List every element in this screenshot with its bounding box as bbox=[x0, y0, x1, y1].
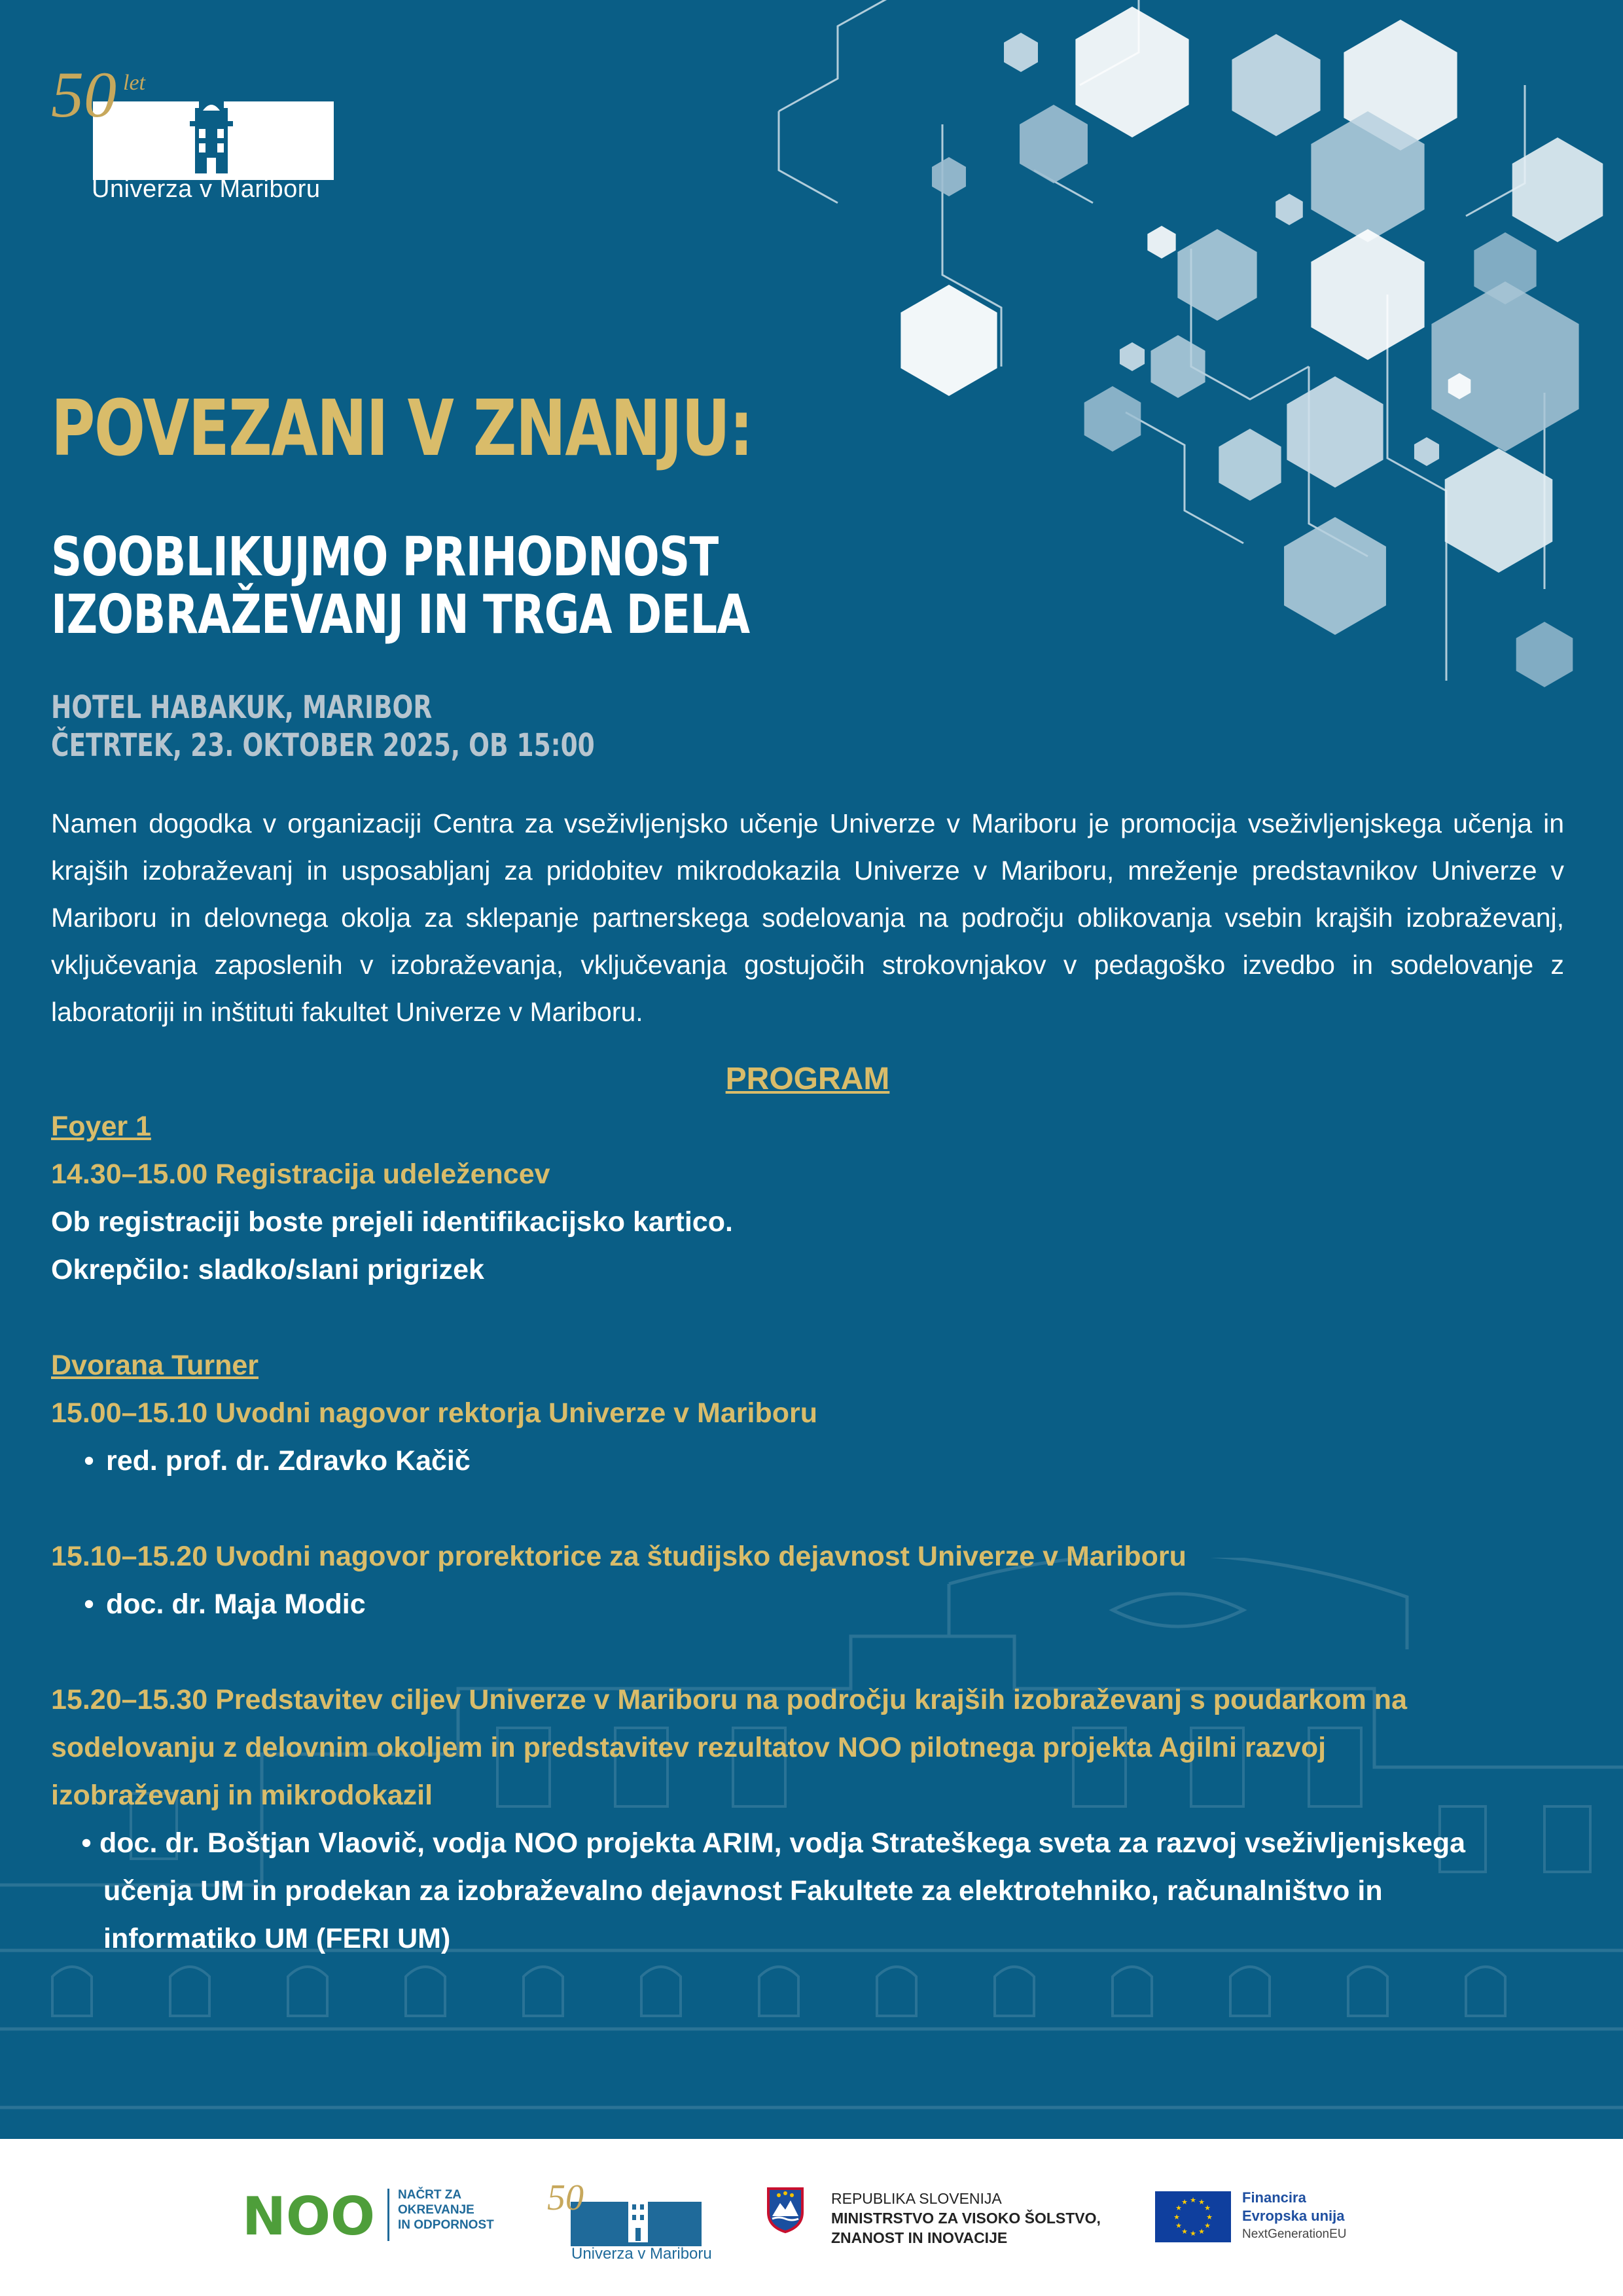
subtitle-line-1: SOOBLIKUJMO PRIHODNOST bbox=[51, 526, 719, 588]
speaker-name: doc. dr. Maja Modic bbox=[106, 1588, 366, 1620]
svg-text:★: ★ bbox=[1181, 2198, 1188, 2206]
venue-datetime: ČETRTEK, 23. OKTOBER 2025, OB 15:00 bbox=[51, 727, 595, 764]
svg-text:★: ★ bbox=[1181, 2227, 1188, 2236]
slot-presentation bbox=[51, 1676, 1564, 1820]
svg-text:★: ★ bbox=[1190, 2229, 1196, 2238]
svg-text:★: ★ bbox=[1173, 2213, 1180, 2221]
spacer bbox=[51, 1294, 1564, 1342]
ministry-text bbox=[831, 2189, 1101, 2248]
um-footer-number: 50 bbox=[547, 2178, 584, 2218]
eu-line-1: Financira bbox=[1242, 2189, 1306, 2206]
um-footer-caption: Univerza v Mariboru bbox=[571, 2245, 712, 2263]
event-subtitle bbox=[51, 526, 750, 646]
registration-note: Ob registraciji boste prejeli identifikacijsko kartico. bbox=[51, 1206, 733, 1238]
noo-mark: NOO bbox=[242, 2186, 375, 2247]
bullet-icon: • bbox=[84, 1445, 94, 1477]
anniversary-word: let bbox=[123, 71, 145, 95]
eu-line-3: NextGenerationEU bbox=[1242, 2227, 1347, 2241]
hexagon-decoration bbox=[733, 0, 1623, 720]
event-title: POVEZANI V ZNANJU: bbox=[51, 383, 753, 473]
noo-text bbox=[398, 2187, 494, 2233]
slot-vice-rector-address: 15.10–15.20 Uvodni nagovor prorektorice za študijsko dejavnost Univerze v Mariboru bbox=[51, 1541, 1186, 1572]
room-turner: Dvorana Turner bbox=[51, 1350, 259, 1381]
slovenia-coat-of-arms-icon bbox=[766, 2186, 805, 2234]
speaker-rector bbox=[51, 1437, 1564, 1485]
svg-text:★: ★ bbox=[1204, 2221, 1211, 2230]
svg-text:★: ★ bbox=[1206, 2213, 1213, 2221]
noo-line-1: NAČRT ZA bbox=[398, 2188, 462, 2202]
slot-presentation-line-2: sodelovanju z delovnim okoljem in predstavitev rezultatov NOO pilotnega projekta Agilni razvoj bbox=[51, 1732, 1327, 1763]
bullet-icon: • bbox=[84, 1588, 94, 1620]
footer-logos bbox=[0, 2139, 1623, 2296]
eu-funding-text bbox=[1242, 2189, 1346, 2244]
logo-caption: Univerza v Mariboru bbox=[92, 175, 321, 203]
ministry-line-2: MINISTRSTVO ZA VISOKO ŠOLSTVO, bbox=[831, 2210, 1101, 2227]
presenter-line-1: doc. dr. Boštjan Vlaovič, vodja NOO projekta ARIM, vodja Strateškega sveta za razvoj vseživljenjskega bbox=[99, 1827, 1466, 1859]
speaker-vice-rector bbox=[51, 1581, 1564, 1628]
noo-logo bbox=[242, 2182, 393, 2254]
svg-text:★: ★ bbox=[1190, 2196, 1196, 2204]
spacer bbox=[51, 1628, 1564, 1676]
refreshment-note: Okrepčilo: sladko/slani prigrizek bbox=[51, 1254, 484, 1285]
svg-text:★: ★ bbox=[1198, 2198, 1205, 2206]
slot-rector-address: 15.00–15.10 Uvodni nagovor rektorja Univerze v Mariboru bbox=[51, 1397, 817, 1429]
speaker-presenter bbox=[51, 1820, 1564, 1963]
slot-presentation-line-1: 15.20–15.30 Predstavitev ciljev Univerze v Mariboru na področju krajših izobraževanj s poudarkom na bbox=[51, 1684, 1407, 1715]
bullet-icon: • bbox=[81, 1827, 92, 1859]
slot-registration: 14.30–15.00 Registracija udeležencev bbox=[51, 1158, 550, 1190]
slot-presentation-line-3: izobraževanj in mikrodokazil bbox=[51, 1780, 433, 1811]
speaker-name: red. prof. dr. Zdravko Kačič bbox=[106, 1445, 471, 1477]
presenter-line-3: informatiko UM (FERI UM) bbox=[103, 1923, 451, 1954]
svg-text:★: ★ bbox=[1198, 2227, 1205, 2236]
intro-paragraph: Namen dogodka v organizaciji Centra za vseživljenjsko učenje Univerze v Mariboru je promocija vseživljenjskega učenja in krajših izobraževanj in usposabljanj za pridobitev mikrodokazila Univerze v Mariboru, mreženje predstavnikov Univerze v Mariboru in delovnega okolja za sklepanje partnerskega sodelovanja na področju oblikovanja vsebin krajših izobraževanj, vključevanja zaposlenih v izobraževanja, vključevanja gostujočih strokovnjakov v pedagoško izvedbo in sodelovanje z laboratoriji in inštituti fakultet Univerze v Mariboru. bbox=[51, 808, 1564, 1027]
svg-text:★: ★ bbox=[1204, 2204, 1211, 2212]
program-heading: PROGRAM bbox=[725, 1062, 890, 1096]
spacer bbox=[51, 1485, 1564, 1533]
presenter-line-2: učenja UM in prodekan za izobraževalno dejavnost Fakultete za elektrotehniko, računalništvo in bbox=[103, 1875, 1383, 1907]
eu-line-2: Evropska unija bbox=[1242, 2208, 1345, 2224]
subtitle-line-2: IZOBRAŽEVANJ IN TRGA DELA bbox=[51, 584, 750, 646]
ministry-line-3: ZNANOST IN INOVACIJE bbox=[831, 2229, 1008, 2246]
svg-text:★: ★ bbox=[1175, 2221, 1182, 2230]
noo-line-3: IN ODPORNOST bbox=[398, 2218, 494, 2232]
event-venue bbox=[51, 689, 595, 764]
program-section bbox=[51, 1055, 1564, 1963]
eu-flag-icon bbox=[1155, 2191, 1231, 2242]
room-foyer: Foyer 1 bbox=[51, 1111, 151, 1142]
ministry-line-1: REPUBLIKA SLOVENIJA bbox=[831, 2190, 1002, 2207]
noo-line-2: OKREVANJE bbox=[398, 2203, 474, 2217]
venue-location: HOTEL HABAKUK, MARIBOR bbox=[51, 689, 433, 726]
svg-text:★: ★ bbox=[1175, 2204, 1182, 2212]
anniversary-number: 50 bbox=[51, 58, 116, 131]
